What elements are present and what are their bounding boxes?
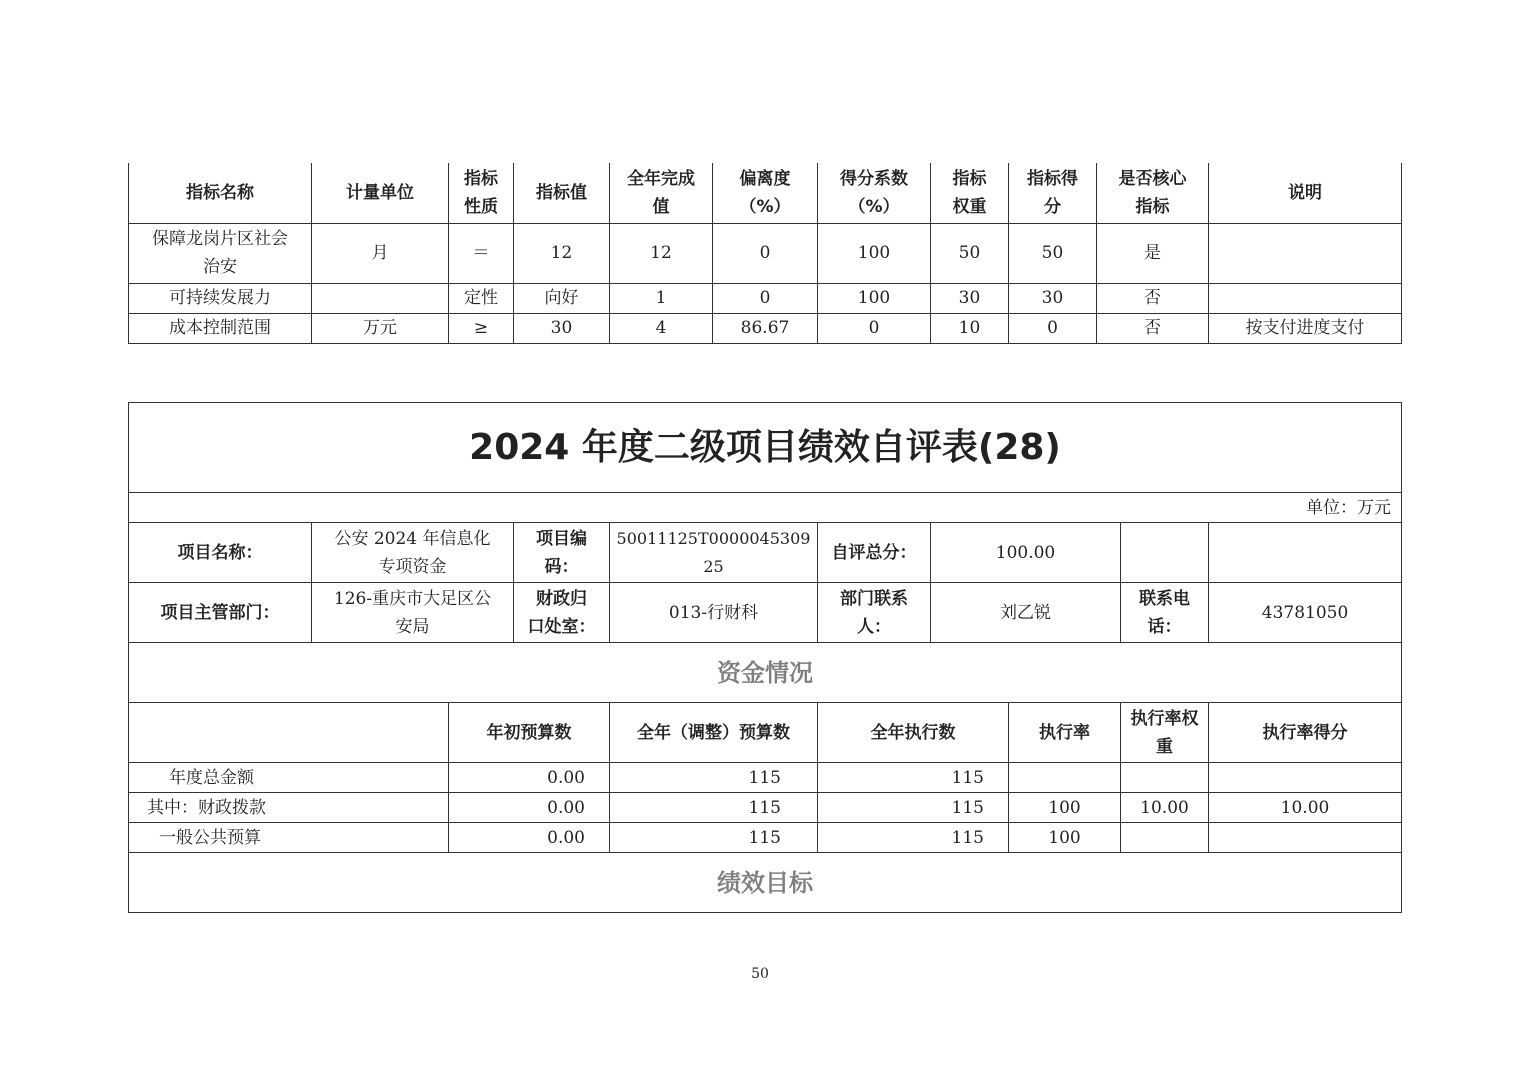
project-code-label: 项目编 码： bbox=[514, 523, 610, 583]
goals-section-row bbox=[129, 853, 1402, 913]
table-cell: 0 bbox=[818, 313, 931, 343]
project-name-value: 公安 2024 年信息化 专项资金 bbox=[312, 523, 514, 583]
table-cell bbox=[1121, 763, 1209, 793]
table-cell: 115 bbox=[818, 793, 1009, 823]
contact-value: 刘乙锐 bbox=[931, 583, 1121, 643]
table-cell: 100 bbox=[1009, 823, 1121, 853]
table-cell: 86.67 bbox=[713, 313, 818, 343]
empty-cell bbox=[129, 703, 449, 763]
header-cell: 偏离度 （%） bbox=[713, 163, 818, 223]
table-cell: 115 bbox=[818, 823, 1009, 853]
table-cell: ＝ bbox=[449, 223, 514, 283]
table-cell: 50 bbox=[1009, 223, 1097, 283]
table-cell: 30 bbox=[514, 313, 610, 343]
table-cell: 12 bbox=[610, 223, 713, 283]
indicator-table bbox=[128, 163, 1402, 344]
table-cell: 否 bbox=[1097, 283, 1209, 313]
department-info-row bbox=[129, 583, 1402, 643]
table-cell: 否 bbox=[1097, 313, 1209, 343]
table-cell: 1 bbox=[610, 283, 713, 313]
phone-label: 联系电话： bbox=[1121, 583, 1209, 643]
table-cell: 100 bbox=[818, 283, 931, 313]
header-cell: 得分系数 （%） bbox=[818, 163, 931, 223]
table-cell: 115 bbox=[610, 763, 818, 793]
table-cell: 一般公共预算 bbox=[129, 823, 449, 853]
table-cell: 115 bbox=[610, 823, 818, 853]
finance-office-label: 财政归 口处室： bbox=[514, 583, 610, 643]
table-cell: 保障龙岗片区社会 治安 bbox=[129, 223, 312, 283]
table-cell: 年度总金额 bbox=[129, 763, 449, 793]
header-cell: 指标值 bbox=[514, 163, 610, 223]
header-cell: 全年完成 值 bbox=[610, 163, 713, 223]
self-score-value: 100.00 bbox=[931, 523, 1121, 583]
table-row bbox=[129, 763, 1402, 793]
table-cell: 0 bbox=[713, 223, 818, 283]
dept-value: 126-重庆市大足区公 安局 bbox=[312, 583, 514, 643]
header-cell: 指标得 分 bbox=[1009, 163, 1097, 223]
empty-cell bbox=[1121, 523, 1209, 583]
header-cell: 指标 权重 bbox=[931, 163, 1009, 223]
table-cell: 100 bbox=[818, 223, 931, 283]
table-cell: 按支付进度支付 bbox=[1209, 313, 1402, 343]
table-cell: 0 bbox=[1009, 313, 1097, 343]
project-name-label: 项目名称： bbox=[129, 523, 312, 583]
table-row bbox=[129, 313, 1402, 343]
header-cell: 全年执行数 bbox=[818, 703, 1009, 763]
header-cell: 年初预算数 bbox=[449, 703, 610, 763]
funds-section-row bbox=[129, 643, 1402, 703]
header-cell: 说明 bbox=[1209, 163, 1402, 223]
finance-office-value: 013-行财科 bbox=[610, 583, 818, 643]
table-cell: 0 bbox=[713, 283, 818, 313]
form-title: 2024 年度二级项目绩效自评表(28) bbox=[129, 403, 1402, 493]
header-cell: 执行率得分 bbox=[1209, 703, 1402, 763]
table-cell: 定性 bbox=[449, 283, 514, 313]
table-cell: 4 bbox=[610, 313, 713, 343]
unit-row bbox=[129, 493, 1402, 523]
phone-value: 43781050 bbox=[1209, 583, 1402, 643]
header-cell: 指标 性质 bbox=[449, 163, 514, 223]
table-cell: 50 bbox=[931, 223, 1009, 283]
indicator-header-row bbox=[129, 163, 1402, 223]
table-cell: 10.00 bbox=[1121, 793, 1209, 823]
table-cell bbox=[1121, 823, 1209, 853]
table-cell: 10.00 bbox=[1209, 793, 1402, 823]
table-cell: ≥ bbox=[449, 313, 514, 343]
table-cell: 115 bbox=[818, 763, 1009, 793]
table-row bbox=[129, 823, 1402, 853]
table-cell bbox=[1209, 223, 1402, 283]
header-cell: 执行率权 重 bbox=[1121, 703, 1209, 763]
table-cell: 30 bbox=[1009, 283, 1097, 313]
header-cell: 是否核心 指标 bbox=[1097, 163, 1209, 223]
table-cell bbox=[1009, 763, 1121, 793]
funds-header-row bbox=[129, 703, 1402, 763]
page-number: 50 bbox=[751, 966, 769, 982]
self-evaluation-form bbox=[128, 402, 1402, 913]
table-cell: 月 bbox=[312, 223, 449, 283]
header-cell: 计量单位 bbox=[312, 163, 449, 223]
table-cell bbox=[1209, 283, 1402, 313]
table-cell: 可持续发展力 bbox=[129, 283, 312, 313]
table-cell: 12 bbox=[514, 223, 610, 283]
table-row bbox=[129, 223, 1402, 283]
table-cell: 成本控制范围 bbox=[129, 313, 312, 343]
goals-section-title: 绩效目标 bbox=[129, 853, 1402, 913]
project-code-value: 50011125T0000045309 25 bbox=[610, 523, 818, 583]
table-cell: 100 bbox=[1009, 793, 1121, 823]
contact-label: 部门联系 人： bbox=[818, 583, 931, 643]
table-cell bbox=[1209, 763, 1402, 793]
unit-label: 单位：万元 bbox=[129, 493, 1402, 523]
table-cell: 10 bbox=[931, 313, 1009, 343]
empty-cell bbox=[1209, 523, 1402, 583]
dept-label: 项目主管部门： bbox=[129, 583, 312, 643]
table-cell: 0.00 bbox=[449, 793, 610, 823]
table-cell: 其中：财政拨款 bbox=[129, 793, 449, 823]
self-score-label: 自评总分： bbox=[818, 523, 931, 583]
table-cell: 0.00 bbox=[449, 823, 610, 853]
table-cell: 30 bbox=[931, 283, 1009, 313]
table-cell: 万元 bbox=[312, 313, 449, 343]
table-row bbox=[129, 283, 1402, 313]
header-cell: 指标名称 bbox=[129, 163, 312, 223]
table-cell: 0.00 bbox=[449, 763, 610, 793]
table-row bbox=[129, 793, 1402, 823]
funds-section-title: 资金情况 bbox=[129, 643, 1402, 703]
table-cell bbox=[1209, 823, 1402, 853]
header-cell: 执行率 bbox=[1009, 703, 1121, 763]
table-cell: 是 bbox=[1097, 223, 1209, 283]
table-cell: 115 bbox=[610, 793, 818, 823]
table-cell bbox=[312, 283, 449, 313]
header-cell: 全年（调整）预算数 bbox=[610, 703, 818, 763]
title-row bbox=[129, 403, 1402, 493]
table-cell: 向好 bbox=[514, 283, 610, 313]
project-info-row bbox=[129, 523, 1402, 583]
